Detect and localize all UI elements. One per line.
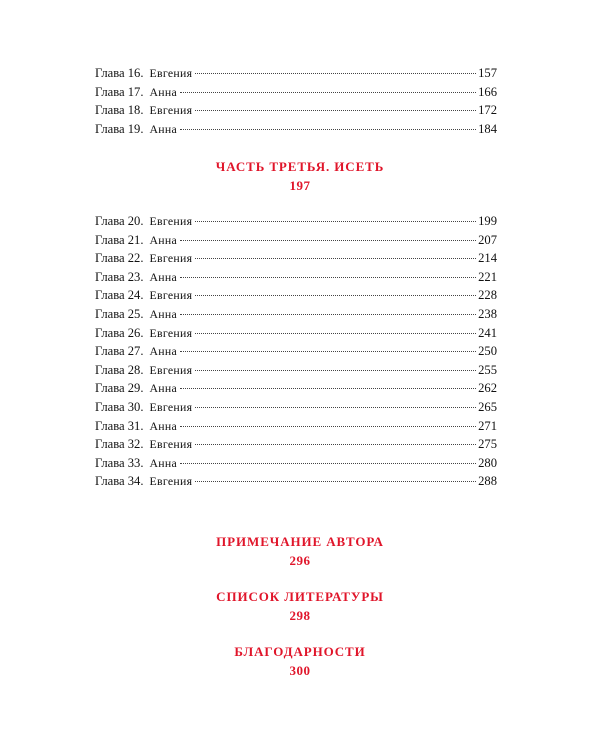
toc-page-number: 172 [478, 103, 497, 118]
toc-page-number: 255 [478, 362, 497, 377]
toc-chapter-name: Анна [149, 121, 178, 136]
toc-leader-dots [195, 407, 476, 408]
toc-chapter-number: Глава 20. [95, 214, 144, 228]
toc-page-number: 250 [478, 344, 497, 359]
toc-part2-tail [95, 64, 497, 138]
toc-chapter-number: Глава 23. [95, 269, 144, 284]
toc-leader-dots [180, 388, 476, 389]
toc-page-number: 265 [478, 399, 497, 414]
toc-leader-dots [180, 240, 476, 241]
toc-page-number: 288 [478, 474, 497, 489]
bibliography-title: СПИСОК ЛИТЕРАТУРЫ [216, 589, 384, 604]
toc-entry[interactable] [95, 286, 497, 305]
toc-page-number: 241 [478, 325, 497, 340]
acknowledgements-heading[interactable] [0, 642, 600, 680]
toc-chapter-name: Евгения [149, 474, 193, 489]
author-note-title: ПРИМЕЧАНИЕ АВТОРА [216, 534, 384, 549]
part3-title: ЧАСТЬ ТРЕТЬЯ. ИСЕТЬ [215, 159, 385, 174]
acknowledgements-page-number: 300 [289, 663, 311, 678]
toc-chapter-name: Евгения [149, 437, 193, 452]
toc-chapter-name: Анна [149, 232, 178, 247]
toc-leader-dots [180, 351, 476, 352]
toc-leader-dots [195, 295, 476, 296]
toc-entry[interactable] [95, 83, 497, 102]
toc-chapter-number: Глава 19. [95, 121, 144, 136]
author-note-heading[interactable] [0, 532, 600, 570]
toc-chapter-name: Евгения [149, 288, 193, 303]
toc-chapter-number: Глава 29. [95, 381, 144, 396]
toc-chapter-number: Глава 17. [95, 84, 144, 99]
toc-entry[interactable] [95, 120, 497, 139]
toc-chapter-name: Анна [149, 344, 178, 359]
toc-leader-dots [195, 444, 476, 445]
toc-entry[interactable] [95, 472, 497, 491]
bibliography-page-number: 298 [289, 608, 311, 623]
part3-page-number: 197 [289, 178, 311, 193]
toc-leader-dots [180, 92, 476, 93]
toc-page-number: 271 [478, 418, 497, 433]
toc-page-number: 184 [478, 121, 497, 136]
toc-chapter-number: Глава 32. [95, 437, 144, 452]
toc-page-number: 280 [478, 455, 497, 470]
toc-chapter-name: Евгения [149, 66, 193, 80]
toc-chapter-number: Глава 24. [95, 288, 144, 303]
toc-chapter-number: Глава 31. [95, 418, 144, 433]
toc-leader-dots [195, 370, 476, 371]
toc-chapter-number: Глава 34. [95, 474, 144, 489]
toc-entry[interactable] [95, 361, 497, 380]
toc-entry[interactable] [95, 379, 497, 398]
toc-chapter-number: Глава 26. [95, 325, 144, 340]
toc-page-number: 221 [478, 269, 497, 284]
toc-page-number: 238 [478, 306, 497, 321]
toc-entry[interactable] [95, 342, 497, 361]
toc-entry[interactable] [95, 417, 497, 436]
toc-entry[interactable] [95, 212, 497, 231]
toc-chapter-number: Глава 28. [95, 362, 144, 377]
toc-chapter-name: Евгения [149, 325, 193, 340]
toc-page-number: 157 [478, 66, 497, 80]
toc-chapter-number: Глава 18. [95, 103, 144, 118]
toc-entry[interactable] [95, 268, 497, 287]
toc-chapter-name: Евгения [149, 251, 193, 266]
toc-entry[interactable] [95, 231, 497, 250]
toc-page-number: 214 [478, 251, 497, 266]
toc-chapter-number: Глава 21. [95, 232, 144, 247]
bibliography-heading[interactable] [0, 587, 600, 625]
toc-page-number: 275 [478, 437, 497, 452]
toc-chapter-name: Евгения [149, 103, 193, 118]
toc-leader-dots [195, 258, 476, 259]
toc-entry[interactable] [95, 101, 497, 120]
toc-chapter-name: Анна [149, 418, 178, 433]
toc-leader-dots [180, 314, 476, 315]
toc-leader-dots [195, 73, 476, 74]
toc-entry[interactable] [95, 435, 497, 454]
part3-heading[interactable] [0, 157, 600, 195]
toc-chapter-number: Глава 33. [95, 455, 144, 470]
toc-chapter-number: Глава 30. [95, 399, 144, 414]
toc-leader-dots [195, 221, 476, 222]
toc-entry[interactable] [95, 249, 497, 268]
toc-entry[interactable] [95, 64, 497, 83]
toc-page-number: 228 [478, 288, 497, 303]
toc-page-number: 199 [478, 214, 497, 228]
author-note-page-number: 296 [289, 553, 311, 568]
toc-chapter-number: Глава 16. [95, 66, 144, 80]
toc-page-number: 207 [478, 232, 497, 247]
toc-leader-dots [180, 426, 476, 427]
toc-entry[interactable] [95, 305, 497, 324]
toc-chapter-name: Анна [149, 455, 178, 470]
toc-leader-dots [195, 333, 476, 334]
toc-leader-dots [180, 277, 476, 278]
toc-leader-dots [180, 463, 476, 464]
toc-leader-dots [180, 129, 476, 130]
acknowledgements-title: БЛАГОДАРНОСТИ [234, 644, 366, 659]
toc-chapter-name: Евгения [149, 214, 193, 228]
toc-chapter-name: Евгения [149, 362, 193, 377]
toc-chapter-name: Евгения [149, 399, 193, 414]
toc-leader-dots [195, 481, 476, 482]
toc-page-number: 166 [478, 84, 497, 99]
toc-entry[interactable] [95, 454, 497, 473]
toc-chapter-name: Анна [149, 306, 178, 321]
toc-chapter-number: Глава 22. [95, 251, 144, 266]
toc-part3-chapters [95, 212, 497, 491]
toc-entry[interactable] [95, 324, 497, 343]
toc-leader-dots [195, 110, 476, 111]
toc-chapter-number: Глава 27. [95, 344, 144, 359]
toc-page-number: 262 [478, 381, 497, 396]
toc-chapter-name: Анна [149, 84, 178, 99]
toc-entry[interactable] [95, 398, 497, 417]
toc-chapter-number: Глава 25. [95, 306, 144, 321]
toc-chapter-name: Анна [149, 381, 178, 396]
toc-chapter-name: Анна [149, 269, 178, 284]
